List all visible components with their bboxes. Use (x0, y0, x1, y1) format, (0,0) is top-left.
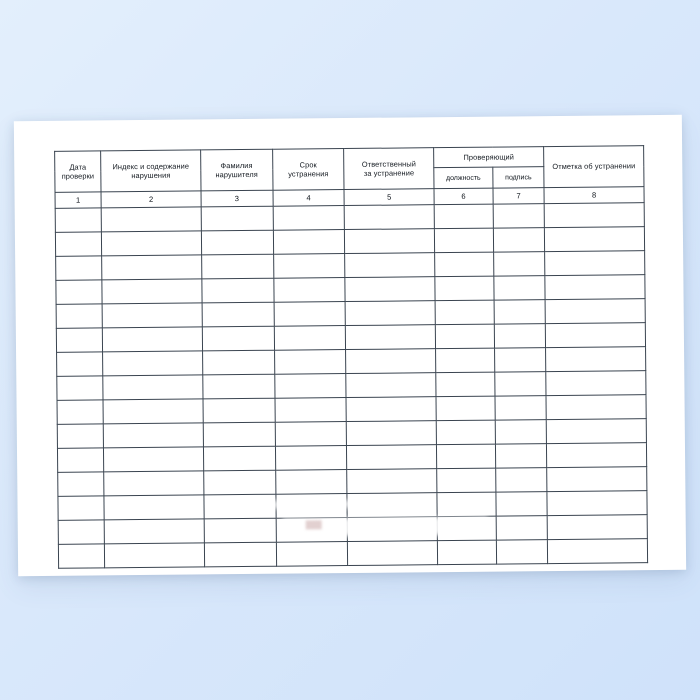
table-cell[interactable] (275, 398, 347, 423)
header-label-index-content: Индекс и содержание нарушения (112, 161, 190, 181)
table-cell[interactable] (102, 255, 202, 280)
table-cell[interactable] (56, 328, 102, 352)
table-cell[interactable] (103, 423, 203, 448)
column-number-1: 1 (55, 192, 101, 208)
table-cell[interactable] (544, 203, 644, 228)
header-row-main (55, 146, 644, 172)
table-cell[interactable] (546, 347, 646, 372)
column-number-5: 5 (344, 189, 434, 206)
header-label-inspector-signature: подпись (505, 173, 532, 182)
header-label-inspector-position: должность (445, 174, 481, 182)
table-cell[interactable] (546, 395, 646, 420)
table-cell[interactable] (434, 228, 493, 253)
table-cell[interactable] (495, 372, 546, 396)
column-number-8: 8 (544, 187, 644, 204)
header-label-inspector: Проверяющий (463, 152, 515, 162)
table-cell[interactable] (57, 424, 103, 448)
table-cell[interactable] (274, 302, 346, 327)
table-cell[interactable] (495, 396, 546, 420)
table-cell[interactable] (436, 444, 495, 469)
table-cell[interactable] (102, 279, 202, 304)
table-cell[interactable] (494, 348, 545, 372)
table-cell[interactable] (204, 542, 276, 567)
table-cell[interactable] (103, 375, 203, 400)
table-cell[interactable] (345, 253, 435, 278)
table-cell[interactable] (104, 447, 204, 472)
table-cell[interactable] (104, 471, 204, 496)
table-cell[interactable] (494, 300, 545, 324)
table-cell[interactable] (203, 374, 275, 399)
table-cell[interactable] (202, 278, 274, 303)
table-cell[interactable] (347, 493, 437, 518)
header-cell-term (272, 149, 344, 191)
table-cell[interactable] (347, 421, 437, 446)
table-cell[interactable] (437, 540, 496, 565)
table-cell[interactable] (346, 397, 436, 422)
table-cell[interactable] (493, 228, 544, 252)
table-cell[interactable] (436, 396, 495, 421)
table-cell[interactable] (204, 494, 276, 519)
table-cell[interactable] (345, 277, 435, 302)
table-cell[interactable] (436, 420, 495, 445)
table-cell[interactable] (547, 443, 647, 468)
table-cell[interactable] (347, 469, 437, 494)
table-row[interactable] (58, 539, 647, 569)
column-number-4: 4 (273, 190, 345, 207)
column-number-6: 6 (434, 188, 493, 205)
table-cell[interactable] (103, 351, 203, 376)
table-cell[interactable] (58, 472, 104, 496)
header-cell-inspector-signature (493, 167, 544, 188)
table-cell[interactable] (56, 304, 102, 328)
table-cell[interactable] (545, 275, 645, 300)
table-cell[interactable] (544, 227, 644, 252)
table-cell[interactable] (58, 520, 104, 544)
table-cell[interactable] (494, 276, 545, 300)
table-cell[interactable] (346, 373, 436, 398)
table-cell[interactable] (436, 372, 495, 397)
violations-journal-table (54, 145, 648, 569)
table-cell[interactable] (547, 491, 647, 516)
table-cell[interactable] (203, 446, 275, 471)
header-cell-inspector-position (434, 167, 493, 189)
table-cell[interactable] (276, 518, 348, 543)
header-label-term: Срок устранения (288, 159, 329, 179)
header-label-date: Дата проверки (61, 162, 95, 181)
table-cell[interactable] (57, 448, 103, 472)
table-cell[interactable] (437, 516, 496, 541)
table-cell[interactable] (275, 422, 347, 447)
table-cell[interactable] (204, 470, 276, 495)
table-cell[interactable] (436, 348, 495, 373)
table-cell[interactable] (496, 468, 547, 492)
table-cell[interactable] (495, 420, 546, 444)
table-cell[interactable] (202, 326, 274, 351)
table-cell[interactable] (437, 468, 496, 493)
column-number-2: 2 (101, 191, 201, 208)
table-cell[interactable] (345, 205, 435, 230)
table-cell[interactable] (435, 276, 494, 301)
table-cell[interactable] (274, 326, 346, 351)
table-cell[interactable] (346, 325, 436, 350)
table-cell[interactable] (547, 467, 647, 492)
table-cell[interactable] (434, 204, 493, 229)
table-cell[interactable] (274, 278, 346, 303)
table-cell[interactable] (493, 204, 544, 228)
table-cell[interactable] (203, 422, 275, 447)
table-cell[interactable] (275, 470, 347, 495)
header-label-elimination-mark: Отметка об устранении (552, 161, 636, 172)
table-cell[interactable] (58, 496, 104, 520)
table-cell[interactable] (276, 542, 348, 567)
table-cell[interactable] (547, 539, 647, 564)
table-cell[interactable] (203, 398, 275, 423)
table-cell[interactable] (273, 230, 345, 255)
table-cell[interactable] (545, 251, 645, 276)
table-cell[interactable] (494, 324, 545, 348)
table-cell[interactable] (347, 517, 437, 542)
table-cell[interactable] (104, 543, 204, 568)
header-label-responsible: Ответственный за устранение (361, 158, 417, 178)
table-cell[interactable] (345, 301, 435, 326)
table-cell[interactable] (103, 399, 203, 424)
column-number-7: 7 (493, 188, 544, 204)
table-cell[interactable] (545, 323, 645, 348)
table-cell[interactable] (496, 540, 547, 564)
table-cell[interactable] (346, 349, 436, 374)
table-cell[interactable] (435, 252, 494, 277)
header-cell-index-content (101, 150, 201, 192)
table-cell[interactable] (57, 376, 103, 400)
table-cell[interactable] (202, 302, 274, 327)
table-cell[interactable] (545, 299, 645, 324)
table-cell[interactable] (102, 327, 202, 352)
table-cell[interactable] (104, 495, 204, 520)
table-cell[interactable] (276, 494, 348, 519)
table-cell[interactable] (101, 207, 201, 232)
table-cell[interactable] (345, 229, 435, 254)
table-cell[interactable] (58, 544, 104, 568)
table-cell[interactable] (202, 254, 274, 279)
table-cell[interactable] (437, 492, 496, 517)
table-cell[interactable] (435, 324, 494, 349)
table-cell[interactable] (55, 232, 101, 256)
table-cell[interactable] (496, 492, 547, 516)
table-cell[interactable] (546, 419, 646, 444)
table-cell[interactable] (201, 230, 273, 255)
header-cell-inspector (434, 147, 544, 168)
table-cell[interactable] (547, 515, 647, 540)
table-header (55, 146, 645, 209)
table-cell[interactable] (274, 350, 346, 375)
table-cell[interactable] (496, 516, 547, 540)
table-cell[interactable] (495, 444, 546, 468)
table-cell[interactable] (348, 541, 438, 566)
header-cell-responsible (344, 148, 434, 190)
table-cell[interactable] (347, 445, 437, 470)
column-number-3: 3 (201, 190, 273, 207)
table-cell[interactable] (57, 352, 103, 376)
table-cell[interactable] (55, 208, 101, 232)
header-cell-date (55, 151, 101, 192)
sheet-content-area (54, 145, 648, 546)
table-cell[interactable] (204, 518, 276, 543)
table-cell[interactable] (57, 400, 103, 424)
header-cell-surname (201, 149, 273, 191)
table-cell[interactable] (201, 206, 273, 231)
table-body (55, 203, 647, 569)
header-cell-elimination-mark (544, 146, 644, 188)
table-cell[interactable] (273, 254, 345, 279)
table-cell[interactable] (546, 371, 646, 396)
table-cell[interactable] (102, 303, 202, 328)
header-label-surname: Фамилия нарушителя (215, 160, 258, 180)
table-cell[interactable] (104, 519, 204, 544)
table-cell[interactable] (435, 300, 494, 325)
table-cell[interactable] (56, 280, 102, 304)
table-cell[interactable] (493, 252, 544, 276)
paper-sheet (14, 115, 686, 576)
table-cell[interactable] (274, 374, 346, 399)
table-cell[interactable] (101, 231, 201, 256)
table-cell[interactable] (275, 446, 347, 471)
table-cell[interactable] (203, 350, 275, 375)
table-cell[interactable] (56, 256, 102, 280)
table-cell[interactable] (273, 206, 345, 231)
